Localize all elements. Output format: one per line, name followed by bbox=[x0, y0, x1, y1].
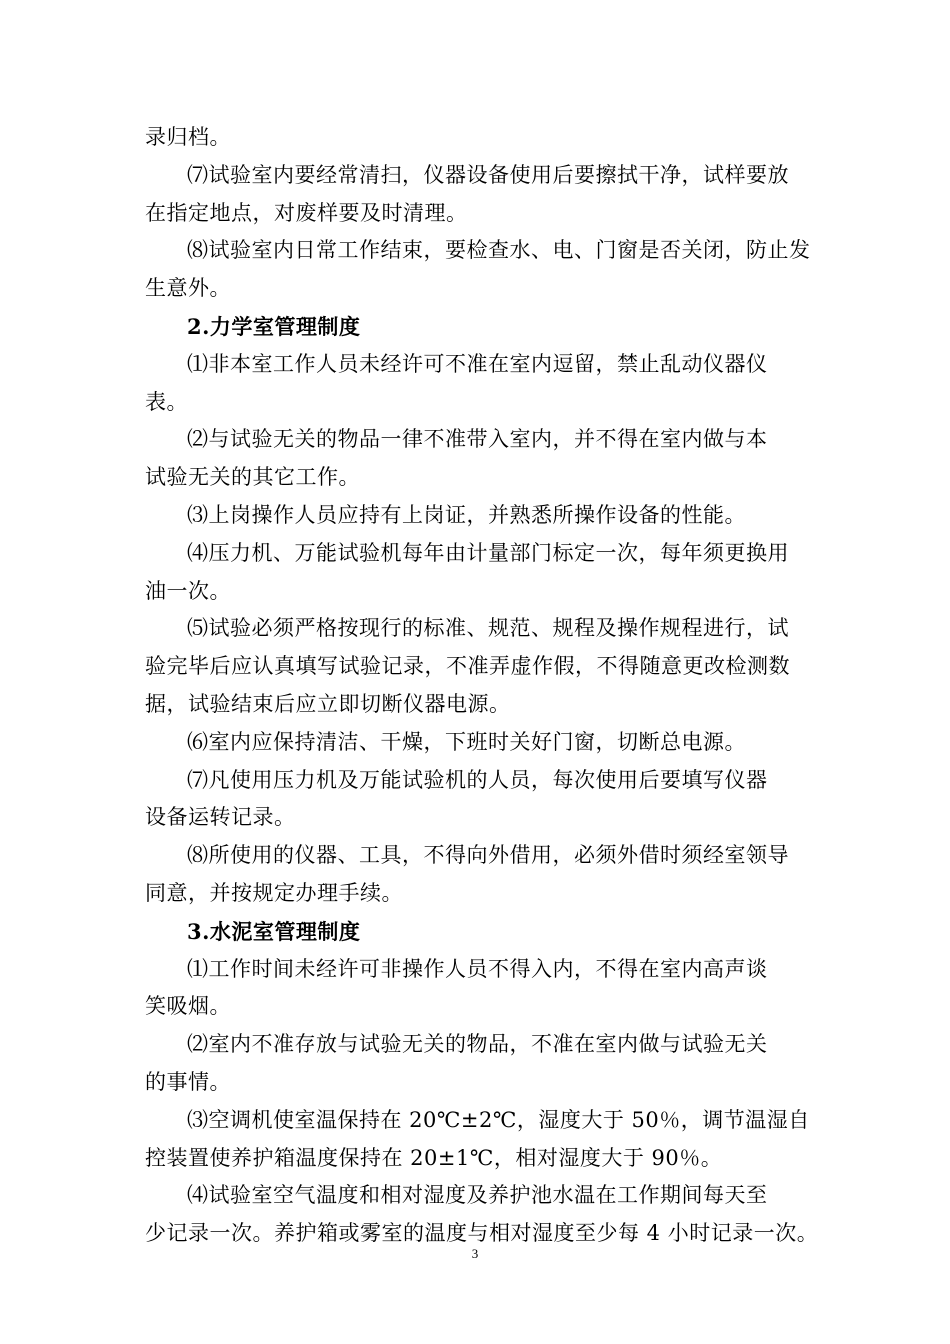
text-line: ⑵室内不准存放与试验无关的物品，不准在室内做与试验无关 bbox=[187, 1032, 768, 1057]
text-line: 表。 bbox=[145, 389, 188, 414]
text-line: ⑸试验必须严格按现行的标准、规范、规程及操作规程进行，试 bbox=[187, 616, 789, 641]
text-line: ⑴工作时间未经许可非操作人员不得入内，不得在室内高声谈 bbox=[187, 956, 768, 981]
text-line: ⑷压力机、万能试验机每年由计量部门标定一次，每年须更换用 bbox=[187, 540, 789, 565]
text-line: 的事情。 bbox=[145, 1069, 231, 1094]
section-heading: 3.水泥室管理制度 bbox=[187, 918, 361, 944]
text-line: 油一次。 bbox=[145, 578, 231, 603]
text-line: ⑻试验室内日常工作结束，要检查水、电、门窗是否关闭，防止发 bbox=[187, 238, 811, 263]
text-line: 笑吸烟。 bbox=[145, 994, 231, 1019]
page-number: 3 bbox=[471, 1246, 479, 1261]
text-line: ⑺凡使用压力机及万能试验机的人员，每次使用后要填写仪器 bbox=[187, 767, 768, 792]
text-line: ⑷试验室空气温度和相对湿度及养护池水温在工作期间每天至 bbox=[187, 1183, 768, 1208]
section-heading: 2.力学室管理制度 bbox=[187, 313, 361, 339]
text-line: 试验无关的其它工作。 bbox=[145, 465, 360, 490]
text-line: 在指定地点，对废样要及时清理。 bbox=[145, 200, 468, 225]
text-line: ⑴非本室工作人员未经许可不准在室内逗留，禁止乱动仪器仪 bbox=[187, 351, 768, 376]
document-body bbox=[145, 119, 819, 1253]
text-line: 设备运转记录。 bbox=[145, 805, 296, 830]
text-line: ⑶空调机使室温保持在 20℃±2℃，湿度大于 50％，调节温湿自 bbox=[187, 1107, 810, 1132]
text-line: 生意外。 bbox=[145, 276, 231, 301]
text-line: ⑶上岗操作人员应持有上岗证，并熟悉所操作设备的性能。 bbox=[187, 502, 746, 527]
text-line: ⑹室内应保持清洁、干燥，下班时关好门窗，切断总电源。 bbox=[187, 729, 746, 754]
text-line: ⑺试验室内要经常清扫，仪器设备使用后要擦拭干净，试样要放 bbox=[187, 162, 789, 187]
text-line: 少记录一次。养护箱或雾室的温度与相对湿度至少每 4 小时记录一次。 bbox=[145, 1221, 819, 1246]
text-line: 同意，并按规定办理手续。 bbox=[145, 880, 403, 905]
text-line: 据，试验结束后应立即切断仪器电源。 bbox=[145, 691, 511, 716]
text-line: ⑵与试验无关的物品一律不准带入室内，并不得在室内做与本 bbox=[187, 427, 768, 452]
text-line: 控装置使养护箱温度保持在 20±1℃，相对湿度大于 90％。 bbox=[145, 1145, 723, 1170]
text-line: ⑻所使用的仪器、工具，不得向外借用，必须外借时须经室领导 bbox=[187, 843, 789, 868]
text-line: 验完毕后应认真填写试验记录，不准弄虚作假，不得随意更改检测数 bbox=[145, 654, 790, 679]
text-line: 录归档。 bbox=[145, 125, 231, 149]
